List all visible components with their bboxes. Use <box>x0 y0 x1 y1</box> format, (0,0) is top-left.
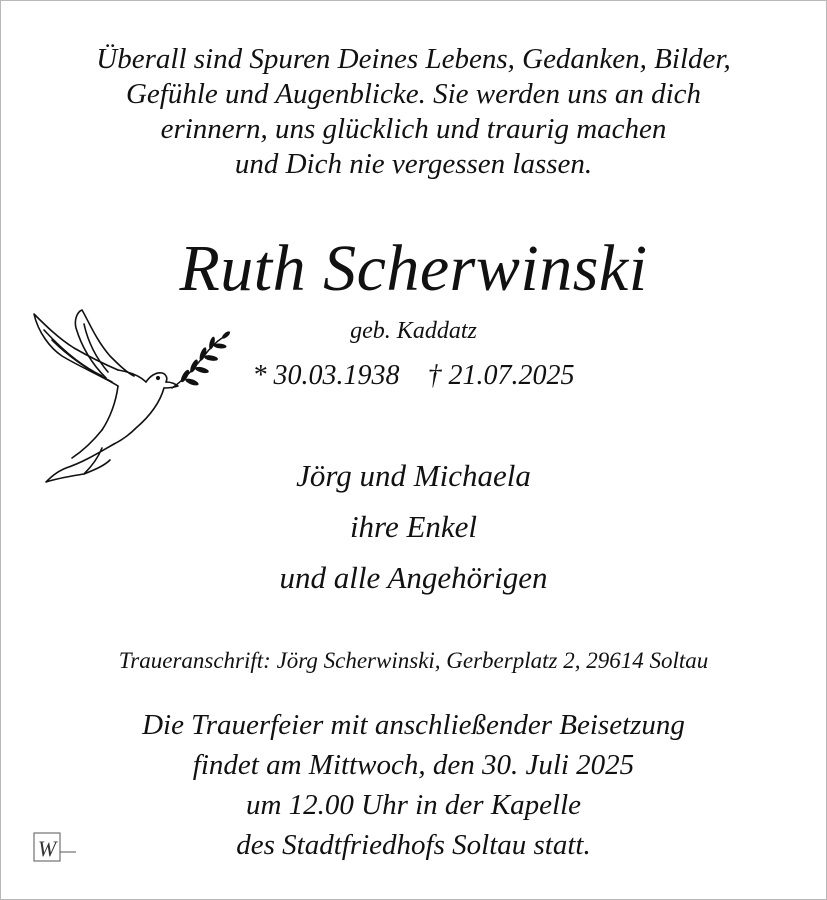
deceased-name: Ruth Scherwinski <box>179 232 648 305</box>
motto-line: erinnern, uns glücklich und traurig machen <box>160 113 667 145</box>
memorial-motto <box>0 42 827 182</box>
funeral-line: Die Trauerfeier mit anschließender Beisetzung <box>142 709 685 741</box>
funeral-line: findet am Mittwoch, den 30. Juli 2025 <box>192 749 635 781</box>
motto-line: Überall sind Spuren Deines Lebens, Gedanken, Bilder, <box>96 43 731 75</box>
logo-mark: W <box>37 836 57 861</box>
birth-date: * 30.03.1938 <box>252 360 400 391</box>
mourner-line: ihre Enkel <box>349 509 478 544</box>
motto-line: und Dich nie vergessen lassen. <box>234 148 593 180</box>
funeral-line: des Stadtfriedhofs Soltau statt. <box>236 829 591 861</box>
publisher-logo-icon <box>33 832 77 864</box>
motto-line: Gefühle und Augenblicke. Sie werden uns an dich <box>125 78 702 110</box>
funeral-line: um 12.00 Uhr in der Kapelle <box>245 789 582 821</box>
mourning-address: Traueranschrift: Jörg Scherwinski, Gerberplatz 2, 29614 Soltau <box>118 648 709 673</box>
maiden-name: geb. Kaddatz <box>350 318 477 344</box>
funeral-details <box>0 705 827 865</box>
mourner-line: Jörg und Michaela <box>296 458 531 493</box>
mourner-line: und alle Angehörigen <box>279 560 548 595</box>
death-date: † 21.07.2025 <box>427 360 575 391</box>
mourners-list <box>0 450 827 603</box>
